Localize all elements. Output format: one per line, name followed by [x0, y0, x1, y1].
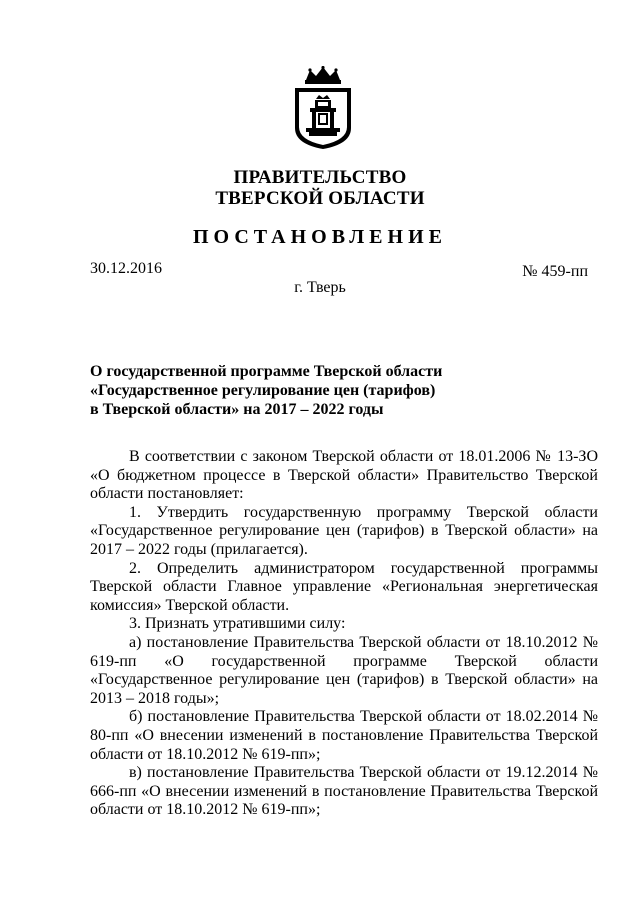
paragraph-preamble: В соответствии с законом Тверской области от 18.01.2006 № 13-ЗО «О бюджетном процессе в Тверской области» Правительство Тверской области постановляет: [90, 448, 598, 503]
document-body [90, 448, 598, 820]
paragraph-item-3: 3. Признать утратившими силу: [129, 615, 346, 633]
document-title [90, 362, 510, 419]
document-date: 30.12.2016 [90, 260, 162, 277]
title-line: в Тверской области» на 2017 – 2022 годы [90, 401, 384, 418]
document-number: № 459-пп [522, 263, 588, 280]
org-name-line2: ТВЕРСКОЙ ОБЛАСТИ [215, 188, 425, 209]
document-city: г. Тверь [294, 279, 346, 296]
paragraph-item-1: 1. Утвердить государственную программу Тверской области «Государственное регулирование цен (тарифов) в Тверской области» на 2017 – 2022 годы (прилагается). [90, 503, 598, 558]
paragraph-item-2: 2. Определить администратором государственной программы Тверской области Главное управление «Региональная энергетическая комиссия» Тверской области. [90, 559, 598, 614]
paragraph-item-3b: б) постановление Правительства Тверской области от 18.02.2014 № 80-пп «О внесении изменений в постановление Правительства Тверской области от 18.10.2012 № 619-пп»; [90, 708, 598, 763]
title-line: О государственной программе Тверской области [90, 363, 443, 380]
org-name-line1: ПРАВИТЕЛЬСТВО [233, 167, 407, 188]
title-line: «Государственное регулирование цен (тарифов) [90, 382, 436, 399]
paragraph-item-3c: в) постановление Правительства Тверской области от 19.12.2014 № 666-пп «О внесении изменений в постановление Правительства Тверской области от 18.10.2012 № 619-пп»; [90, 764, 598, 819]
document-type: ПОСТАНОВЛЕНИЕ [193, 226, 447, 248]
paragraph-item-3a: а) постановление Правительства Тверской области от 18.10.2012 № 619-пп «О государственной программе Тверской области «Государственное регулирование цен (тарифов) в Тверской области» на 2013 – 2018 годы»; [90, 633, 598, 707]
tver-oblast-coat-of-arms-icon [292, 66, 354, 150]
